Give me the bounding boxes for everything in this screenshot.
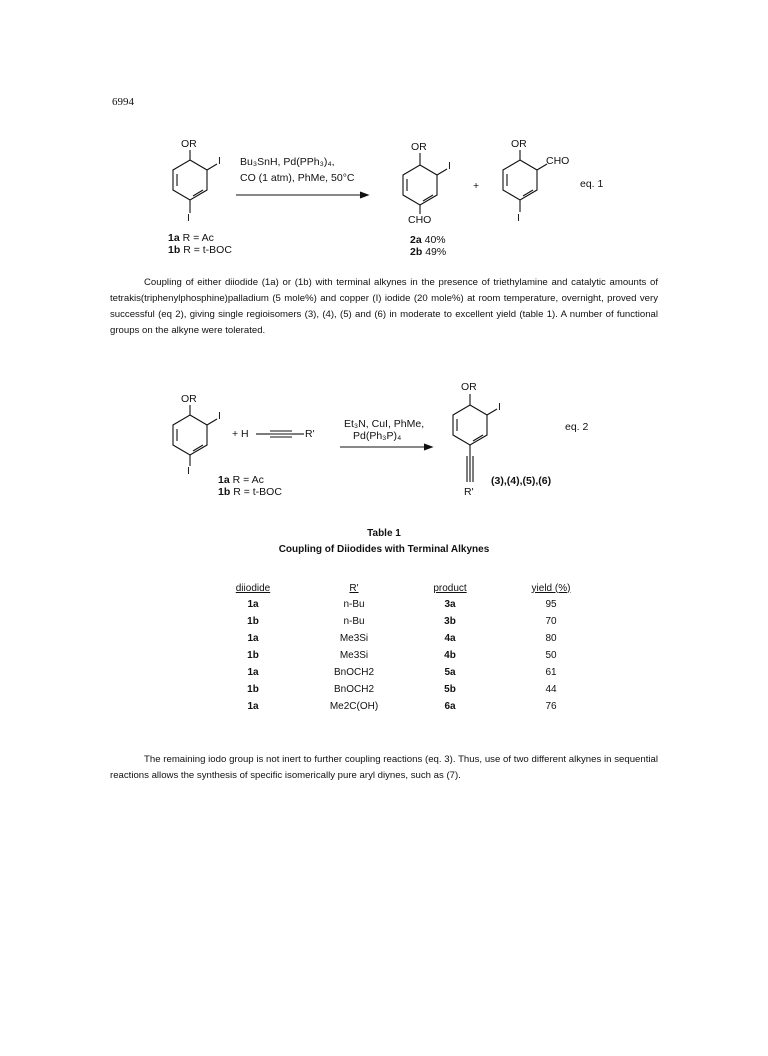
paragraph-2-text: The remaining iodo group is not inert to further coupling reactions (eq. 3). Thus, use of two different alkynes in sequential reactions allows the synthesis of specific isomerically pure aryl diynes, such as (7).: [110, 754, 658, 781]
col-header-diiodide: diiodide: [235, 582, 271, 594]
scheme1-reagents-line1: Bu₃SnH, Pd(PPh₃)₄,: [240, 156, 335, 168]
compound-id: 2a: [410, 234, 422, 246]
scheme1-product2-ring: [403, 153, 447, 214]
product3-substituent: OR: [511, 138, 527, 150]
col-header-product: product: [433, 582, 467, 594]
cell-yield: 76: [545, 701, 557, 712]
compound-id: 1a: [168, 232, 180, 244]
cell-r: Me3Si: [339, 650, 369, 661]
col-header-r: R': [349, 582, 359, 594]
col-header-yield: yield (%): [531, 582, 571, 594]
cell-product: 3a: [444, 599, 456, 610]
product3-ortho-cho: CHO: [546, 155, 570, 167]
yield-value: 49%: [425, 246, 447, 258]
compound-desc: R = t-BOC: [183, 244, 232, 256]
cell-r: Me2C(OH): [329, 701, 379, 712]
cell-yield: 50: [545, 650, 557, 661]
yield-label-2a: [410, 234, 446, 246]
table-row: [200, 613, 604, 630]
table-header-row: [200, 580, 604, 596]
scheme2-reagents-line1: Et₃N, CuI, PhMe,: [344, 418, 425, 430]
cell-yield: 95: [545, 599, 557, 610]
scheme2-product-ids: (3),(4),(5),(6): [491, 475, 552, 487]
cell-yield: 61: [545, 667, 557, 678]
cell-product: 4a: [444, 633, 456, 644]
compound-label-1a: [168, 232, 214, 244]
cell-diiodide: 1b: [247, 616, 259, 627]
page-number: 6994: [112, 96, 134, 108]
paragraph-2: [110, 752, 658, 784]
alkyne-triple-bond: [256, 431, 304, 437]
scheme1-plus: +: [473, 180, 480, 192]
cell-product: 6a: [444, 701, 456, 712]
eq2-label: eq. 2: [565, 421, 589, 433]
yield-label-2b: [410, 246, 446, 258]
scheme2-label-1a: [218, 474, 264, 486]
compound-id: 1b: [218, 486, 231, 498]
table-row: [200, 698, 604, 715]
compound-id: 1b: [168, 244, 181, 256]
table-row: [200, 647, 604, 664]
compound-desc: R = t-BOC: [233, 486, 282, 498]
cell-product: 5a: [444, 667, 456, 678]
scheme1-start-ring: [173, 150, 217, 213]
cell-yield: 80: [545, 633, 557, 644]
paragraph-1-text: Coupling of either diiodide (1a) or (1b) with terminal alkynes in the presence of triethylamine and catalytic amounts of tetrakis(triphenylphosphine)palladium (5 mole%) and copper (I) iodide (20 mole%) at room temperature, overnight, proved very successful (eq 2), giving single regioisomers (3), (4), (5) and (6) in moderate to excellent yield (table 1). A number of functional groups on the alkyne were tolerated.: [110, 277, 658, 336]
scheme2-product-ring: [453, 394, 497, 482]
alkyne-right-label: R': [305, 428, 315, 440]
cell-r: Me3Si: [339, 633, 369, 644]
compound-desc: R = Ac: [182, 232, 214, 244]
cell-diiodide: 1a: [247, 599, 259, 610]
compound-desc: R = Ac: [232, 474, 264, 486]
cell-r: n-Bu: [343, 616, 365, 627]
table-row: [200, 596, 604, 613]
cell-product: 3b: [444, 616, 456, 627]
yield-value: 40%: [424, 234, 446, 246]
scheme2-start-ring: [173, 405, 217, 466]
cell-yield: 70: [545, 616, 557, 627]
scheme1-start-substituent: OR: [181, 138, 197, 150]
scheme2-start-substituent: OR: [181, 393, 197, 405]
scheme1-start-ortho-iodo: I: [218, 155, 221, 167]
table-row: [200, 681, 604, 698]
scheme2-reagents-line2: Pd(Ph₃P)₄: [353, 430, 402, 442]
product2-para-cho: CHO: [408, 214, 432, 226]
scheme2-start-ortho-iodo: I: [218, 410, 221, 422]
cell-diiodide: 1a: [247, 701, 259, 712]
scheme2-product-ortho-iodo: I: [498, 401, 501, 413]
cell-r: BnOCH2: [333, 667, 374, 678]
cell-r: n-Bu: [343, 599, 365, 610]
table-row: [200, 630, 604, 647]
scheme2-label-1b: [218, 486, 282, 498]
scheme2-product-substituent: OR: [461, 381, 477, 393]
scheme1-product3-ring: [503, 150, 547, 212]
cell-product: 4b: [444, 650, 456, 661]
cell-yield: 44: [545, 684, 557, 695]
compound-id: 1a: [218, 474, 230, 486]
cell-product: 5b: [444, 684, 456, 695]
cell-diiodide: 1b: [247, 650, 259, 661]
scheme2-start-para-iodo: I: [187, 465, 190, 477]
product2-ortho-iodo: I: [448, 160, 451, 172]
table-caption: Table 1: [367, 528, 401, 539]
product2-substituent: OR: [411, 141, 427, 153]
compound-label-1b: [168, 244, 232, 256]
cell-r: BnOCH2: [333, 684, 374, 695]
paragraph-1: [110, 275, 658, 339]
table-row: [200, 664, 604, 681]
scheme2-product-alkyne-sub: R': [464, 486, 474, 498]
eq1-label: eq. 1: [580, 178, 604, 190]
product3-para-iodo: I: [517, 212, 520, 224]
table-title: Coupling of Diiodides with Terminal Alkynes: [278, 544, 490, 555]
yield-table: [200, 580, 604, 715]
scheme1-start-para-iodo: I: [187, 212, 190, 224]
cell-diiodide: 1a: [247, 667, 259, 678]
cell-diiodide: 1b: [247, 684, 259, 695]
alkyne-left-label: + H: [232, 428, 249, 440]
compound-id: 2b: [410, 246, 423, 258]
cell-diiodide: 1a: [247, 633, 259, 644]
scheme1-reagents-line2: CO (1 atm), PhMe, 50°C: [240, 172, 355, 184]
